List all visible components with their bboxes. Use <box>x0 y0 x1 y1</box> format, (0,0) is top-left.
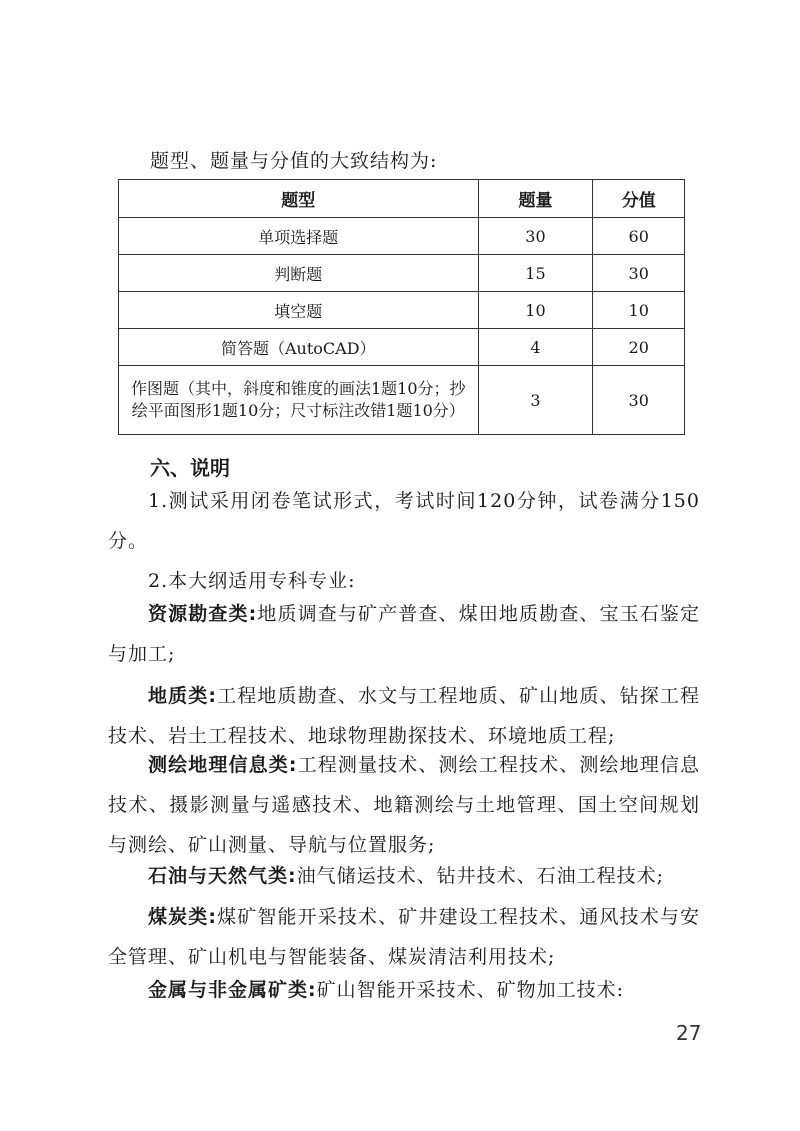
cell-count: 4 <box>478 329 593 366</box>
major-category <box>108 897 700 977</box>
major-category <box>108 856 700 896</box>
major-category-label: 测绘地理信息类: <box>148 754 298 776</box>
table-row <box>119 218 685 255</box>
cell-type: 简答题（AutoCAD） <box>119 329 479 366</box>
cell-count: 30 <box>478 218 593 255</box>
major-category-text: 煤矿智能开采技术、矿井建设工程技术、通风技术与安全管理、矿山机电与智能装备、煤炭清洁利用技术; <box>108 906 700 968</box>
cell-type: 作图题（其中，斜度和锥度的画法1题10分；抄绘平面图形1题10分；尺寸标注改错1题10分） <box>119 366 479 435</box>
major-category <box>108 594 700 674</box>
cell-score: 10 <box>593 292 685 329</box>
table-row <box>119 255 685 292</box>
major-category <box>108 970 700 1010</box>
table-row <box>119 329 685 366</box>
major-category-text: 地质调查与矿产普查、煤田地质勘查、宝玉石鉴定与加工; <box>108 603 700 665</box>
cell-count: 15 <box>478 255 593 292</box>
exam-format-paragraph: 1.测试采用闭卷笔试形式，考试时间120分钟，试卷满分150分。 <box>108 490 700 552</box>
major-category-label: 煤炭类: <box>148 906 217 928</box>
major-category-label: 地质类: <box>148 685 217 707</box>
table-row <box>119 292 685 329</box>
page-number: 27 <box>676 1021 702 1045</box>
applicable-majors-paragraph: 2.本大纲适用专科专业: <box>148 570 356 592</box>
major-category-label: 金属与非金属矿类: <box>148 979 317 1001</box>
section-title: 六、说明 <box>150 456 230 480</box>
cell-count: 10 <box>478 292 593 329</box>
cell-count: 3 <box>478 366 593 435</box>
header-count: 题量 <box>478 180 593 218</box>
header-type: 题型 <box>119 180 479 218</box>
cell-score: 30 <box>593 366 685 435</box>
table-intro: 题型、题量与分值的大致结构为: <box>150 150 438 172</box>
table-row <box>119 366 685 435</box>
major-category-text: 工程地质勘查、水文与工程地质、矿山地质、钻探工程技术、岩土工程技术、地球物理勘探技术、环境地质工程; <box>108 685 700 747</box>
major-category-label: 石油与天然气类: <box>148 865 297 887</box>
major-category-label: 资源勘查类: <box>148 603 258 625</box>
cell-type: 单项选择题 <box>119 218 479 255</box>
cell-type: 判断题 <box>119 255 479 292</box>
cell-type: 填空题 <box>119 292 479 329</box>
table-header-row <box>119 180 685 218</box>
header-score: 分值 <box>593 180 685 218</box>
cell-score: 30 <box>593 255 685 292</box>
major-category-text: 矿山智能开采技术、矿物加工技术: <box>316 979 625 1001</box>
cell-score: 20 <box>593 329 685 366</box>
major-category <box>108 676 700 756</box>
major-category-text: 工程测量技术、测绘工程技术、测绘地理信息技术、摄影测量与遥感技术、地籍测绘与土地管理、国土空间规划与测绘、矿山测量、导航与位置服务; <box>108 754 700 856</box>
question-structure-table <box>118 179 685 435</box>
cell-score: 60 <box>593 218 685 255</box>
major-category-text: 油气储运技术、钻井技术、石油工程技术; <box>296 865 665 887</box>
major-category <box>108 745 700 865</box>
